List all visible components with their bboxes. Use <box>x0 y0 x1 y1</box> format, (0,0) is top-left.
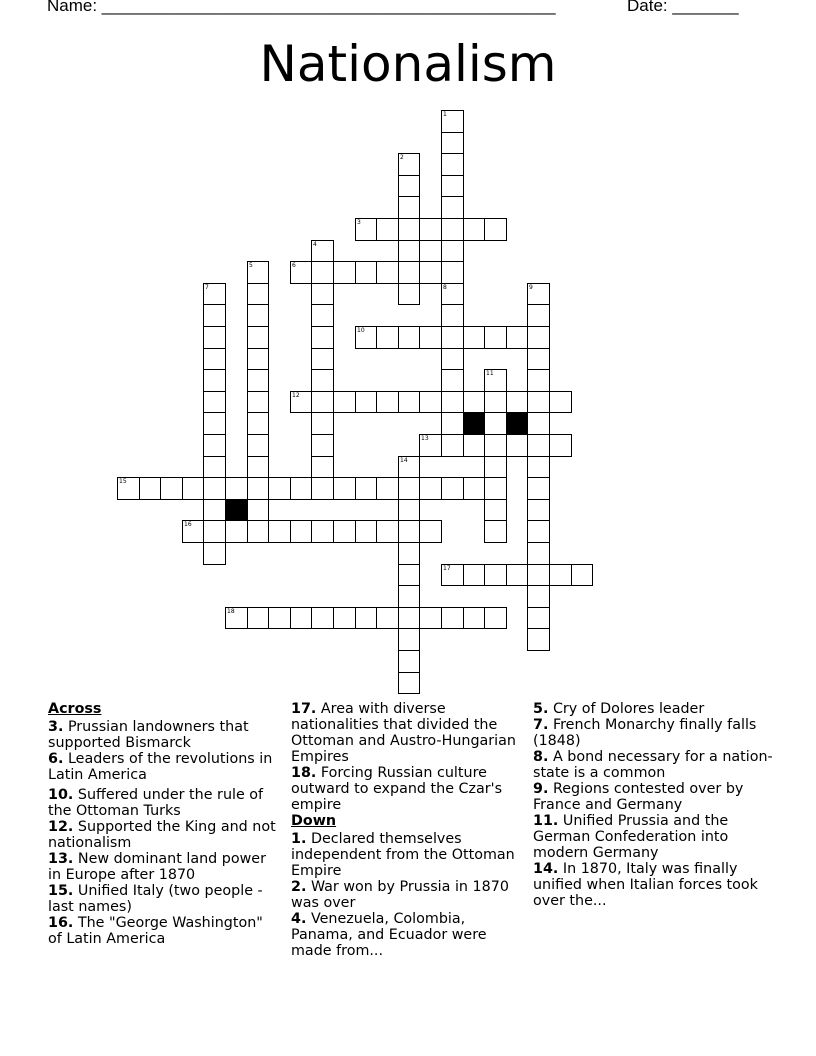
clue-down-1: 1. Declared themselves independent from the Ottoman Empire <box>291 831 515 879</box>
grid-cell[interactable] <box>290 261 312 284</box>
grid-cell[interactable] <box>247 348 269 370</box>
grid-cell[interactable] <box>419 326 442 349</box>
grid-cell[interactable] <box>441 477 464 500</box>
grid-cell[interactable] <box>419 477 442 500</box>
grid-cell[interactable] <box>333 391 356 413</box>
grid-cell[interactable] <box>441 132 464 154</box>
clue-across-12: 12. Supported the King and not nationalism <box>48 819 276 851</box>
clue-number: 7 <box>205 284 209 291</box>
grid-cell[interactable] <box>419 520 442 543</box>
grid-cell[interactable] <box>506 564 528 586</box>
grid-cell[interactable] <box>527 456 550 478</box>
grid-cell[interactable] <box>225 607 248 629</box>
grid-cell[interactable] <box>484 477 507 500</box>
grid-cell[interactable] <box>182 477 204 500</box>
grid-cell[interactable] <box>549 391 572 413</box>
grid-cell[interactable] <box>527 412 550 435</box>
grid-cell[interactable] <box>311 326 334 349</box>
black-square <box>506 412 528 435</box>
grid-cell[interactable] <box>398 650 420 673</box>
grid-cell[interactable] <box>527 542 550 565</box>
grid-cell[interactable] <box>506 434 528 457</box>
grid-cell[interactable] <box>463 607 485 629</box>
grid-cell[interactable] <box>441 326 464 349</box>
grid-cell[interactable] <box>463 477 485 500</box>
grid-cell[interactable] <box>398 628 420 651</box>
grid-cell[interactable] <box>311 283 334 305</box>
grid-cell[interactable] <box>441 412 464 435</box>
grid-cell[interactable] <box>311 412 334 435</box>
grid-cell[interactable] <box>117 477 140 500</box>
grid-cell[interactable] <box>484 412 507 435</box>
grid-cell[interactable] <box>225 520 248 543</box>
grid-cell[interactable] <box>376 326 399 349</box>
grid-cell[interactable] <box>463 326 485 349</box>
grid-cell[interactable] <box>398 520 420 543</box>
grid-cell[interactable] <box>484 607 507 629</box>
date-field[interactable]: Date: _______ <box>627 0 739 15</box>
grid-cell[interactable] <box>484 391 507 413</box>
grid-cell[interactable] <box>268 520 291 543</box>
grid-cell[interactable] <box>441 369 464 392</box>
grid-cell[interactable] <box>463 434 485 457</box>
grid-cell[interactable] <box>290 477 312 500</box>
grid-cell[interactable] <box>398 672 420 694</box>
grid-cell[interactable] <box>247 326 269 349</box>
clues-column-1 <box>48 701 280 947</box>
grid-cell[interactable] <box>484 434 507 457</box>
grid-cell[interactable] <box>333 607 356 629</box>
grid-cell[interactable] <box>484 326 507 349</box>
grid-cell[interactable] <box>333 520 356 543</box>
clue-down-14: 14. In 1870, Italy was finally unified when Italian forces took over the... <box>533 861 758 909</box>
clue-down-8: 8. A bond necessary for a nation-state is a common <box>533 749 773 781</box>
grid-cell[interactable] <box>247 304 269 327</box>
grid-cell[interactable] <box>182 520 204 543</box>
clue-across-10: 10. Suffered under the rule of the Ottoman Turks <box>48 787 264 819</box>
grid-cell[interactable] <box>398 283 420 305</box>
grid-cell[interactable] <box>527 607 550 629</box>
grid-cell[interactable] <box>441 175 464 197</box>
grid-cell[interactable] <box>203 499 226 521</box>
grid-cell[interactable] <box>506 326 528 349</box>
black-square <box>225 499 248 521</box>
grid-cell[interactable] <box>290 391 312 413</box>
grid-cell[interactable] <box>419 607 442 629</box>
clue-number: 2 <box>400 154 404 161</box>
grid-cell[interactable] <box>333 261 356 284</box>
grid-cell[interactable] <box>398 607 420 629</box>
clue-down-9: 9. Regions contested over by France and Germany <box>533 781 744 813</box>
grid-cell[interactable] <box>203 520 226 543</box>
grid-cell[interactable] <box>463 564 485 586</box>
clue-across-3: 3. Prussian landowners that supported Bismarck <box>48 719 249 751</box>
grid-cell[interactable] <box>398 196 420 219</box>
grid-cell[interactable] <box>549 564 572 586</box>
grid-cell[interactable] <box>484 456 507 478</box>
grid-cell[interactable] <box>225 477 248 500</box>
grid-cell[interactable] <box>311 304 334 327</box>
grid-cell[interactable] <box>441 304 464 327</box>
grid-cell[interactable] <box>376 261 399 284</box>
grid-cell[interactable] <box>290 520 312 543</box>
grid-cell[interactable] <box>398 456 420 478</box>
clue-number: 6 <box>292 262 296 269</box>
grid-cell[interactable] <box>139 477 161 500</box>
grid-cell[interactable] <box>441 196 464 219</box>
grid-cell[interactable] <box>247 520 269 543</box>
grid-cell[interactable] <box>527 369 550 392</box>
grid-cell[interactable] <box>311 348 334 370</box>
grid-cell[interactable] <box>441 110 464 133</box>
grid-cell[interactable] <box>268 607 291 629</box>
clue-down-11: 11. Unified Prussia and the German Confederation into modern Germany <box>533 813 729 861</box>
grid-cell[interactable] <box>203 542 226 565</box>
grid-cell[interactable] <box>484 520 507 543</box>
grid-cell[interactable] <box>311 240 334 262</box>
grid-cell[interactable] <box>419 391 442 413</box>
grid-cell[interactable] <box>441 153 464 176</box>
clue-number: 10 <box>357 327 365 334</box>
grid-cell[interactable] <box>203 456 226 478</box>
grid-cell[interactable] <box>549 434 572 457</box>
grid-cell[interactable] <box>441 261 464 284</box>
clue-number: 12 <box>292 392 300 399</box>
grid-cell[interactable] <box>247 499 269 521</box>
grid-cell[interactable] <box>203 477 226 500</box>
grid-cell[interactable] <box>247 607 269 629</box>
grid-cell[interactable] <box>398 175 420 197</box>
grid-cell[interactable] <box>441 348 464 370</box>
clue-down-7: 7. French Monarchy finally falls (1848) <box>533 717 757 749</box>
grid-cell[interactable] <box>484 369 507 392</box>
down-heading: Down <box>291 813 337 829</box>
grid-cell[interactable] <box>355 391 377 413</box>
clues-column-2 <box>291 701 523 959</box>
grid-cell[interactable] <box>398 391 420 413</box>
grid-cell[interactable] <box>527 628 550 651</box>
grid-cell[interactable] <box>247 477 269 500</box>
grid-cell[interactable] <box>247 369 269 392</box>
clue-number: 1 <box>443 111 447 118</box>
grid-cell[interactable] <box>527 326 550 349</box>
grid-cell[interactable] <box>398 218 420 241</box>
clue-across-15: 15. Unified Italy (two people - last names) <box>48 883 263 915</box>
clue-number: 11 <box>486 370 494 377</box>
grid-cell[interactable] <box>247 456 269 478</box>
grid-cell[interactable] <box>527 499 550 521</box>
grid-cell[interactable] <box>398 542 420 565</box>
name-field[interactable]: Name: ________________________________________________ <box>47 0 556 15</box>
grid-cell[interactable] <box>311 607 334 629</box>
grid-cell[interactable] <box>463 218 485 241</box>
grid-cell[interactable] <box>419 434 442 457</box>
grid-cell[interactable] <box>247 261 269 284</box>
grid-cell[interactable] <box>441 283 464 305</box>
clue-down-4: 4. Venezuela, Colombia, Panama, and Ecuador were made from... <box>291 911 487 959</box>
grid-cell[interactable] <box>203 391 226 413</box>
grid-cell[interactable] <box>376 477 399 500</box>
grid-cell[interactable] <box>484 499 507 521</box>
grid-cell[interactable] <box>355 607 377 629</box>
grid-cell[interactable] <box>527 283 550 305</box>
grid-cell[interactable] <box>376 520 399 543</box>
across-heading: Across <box>48 701 102 717</box>
grid-cell[interactable] <box>311 391 334 413</box>
grid-cell[interactable] <box>247 283 269 305</box>
grid-cell[interactable] <box>247 434 269 457</box>
grid-cell[interactable] <box>311 434 334 457</box>
grid-cell[interactable] <box>398 240 420 262</box>
clue-number: 15 <box>119 478 127 485</box>
clue-number: 5 <box>249 262 253 269</box>
clue-across-16: 16. The "George Washington" of Latin America <box>48 915 263 947</box>
grid-cell[interactable] <box>441 564 464 586</box>
clue-number: 4 <box>313 241 317 248</box>
grid-cell[interactable] <box>398 477 420 500</box>
grid-cell[interactable] <box>527 348 550 370</box>
clue-across-13: 13. New dominant land power in Europe after 1870 <box>48 851 266 883</box>
grid-cell[interactable] <box>311 369 334 392</box>
clue-number: 9 <box>529 284 533 291</box>
grid-cell[interactable] <box>398 153 420 176</box>
grid-cell[interactable] <box>203 348 226 370</box>
grid-cell[interactable] <box>203 412 226 435</box>
grid-cell[interactable] <box>355 520 377 543</box>
grid-cell[interactable] <box>311 477 334 500</box>
grid-cell[interactable] <box>527 520 550 543</box>
clue-down-5: 5. Cry of Dolores leader <box>533 701 705 717</box>
grid-cell[interactable] <box>247 412 269 435</box>
page-title: Nationalism <box>259 35 557 93</box>
clue-number: 17 <box>443 565 451 572</box>
grid-cell[interactable] <box>527 477 550 500</box>
grid-cell[interactable] <box>419 261 442 284</box>
grid-cell[interactable] <box>333 477 356 500</box>
grid-cell[interactable] <box>311 456 334 478</box>
grid-cell[interactable] <box>398 261 420 284</box>
grid-cell[interactable] <box>355 477 377 500</box>
clue-number: 16 <box>184 521 192 528</box>
grid-cell[interactable] <box>376 607 399 629</box>
grid-cell[interactable] <box>398 499 420 521</box>
grid-cell[interactable] <box>311 261 334 284</box>
grid-cell[interactable] <box>441 607 464 629</box>
grid-cell[interactable] <box>376 218 399 241</box>
grid-cell[interactable] <box>160 477 183 500</box>
grid-cell[interactable] <box>484 564 507 586</box>
grid-cell[interactable] <box>398 585 420 608</box>
grid-cell[interactable] <box>506 391 528 413</box>
clues-column-3 <box>533 701 773 909</box>
grid-cell[interactable] <box>419 218 442 241</box>
clue-number: 14 <box>400 457 408 464</box>
grid-cell[interactable] <box>203 283 226 305</box>
grid-cell[interactable] <box>355 326 377 349</box>
grid-cell[interactable] <box>268 477 291 500</box>
grid-cell[interactable] <box>203 434 226 457</box>
grid-cell[interactable] <box>527 434 550 457</box>
grid-cell[interactable] <box>203 369 226 392</box>
grid-cell[interactable] <box>527 391 550 413</box>
grid-cell[interactable] <box>290 607 312 629</box>
clue-across-18: 18. Forcing Russian culture outward to expand the Czar's empire <box>291 765 503 813</box>
grid-cell[interactable] <box>203 304 226 327</box>
clue-number: 13 <box>421 435 429 442</box>
clue-number: 3 <box>357 219 361 226</box>
clue-number: 18 <box>227 608 235 615</box>
grid-cell[interactable] <box>441 391 464 413</box>
grid-cell[interactable] <box>247 391 269 413</box>
grid-cell[interactable] <box>441 218 464 241</box>
black-square <box>463 412 485 435</box>
grid-cell[interactable] <box>484 218 507 241</box>
grid-cell[interactable] <box>463 391 485 413</box>
grid-cell[interactable] <box>311 520 334 543</box>
grid-cell[interactable] <box>527 564 550 586</box>
grid-cell[interactable] <box>398 326 420 349</box>
grid-cell[interactable] <box>355 261 377 284</box>
grid-cell[interactable] <box>571 564 593 586</box>
grid-cell[interactable] <box>398 564 420 586</box>
clue-across-17: 17. Area with diverse nationalities that divided the Ottoman and Austro-Hungarian Empires <box>291 701 516 765</box>
grid-cell[interactable] <box>376 391 399 413</box>
grid-cell[interactable] <box>527 585 550 608</box>
grid-cell[interactable] <box>203 326 226 349</box>
clue-down-2: 2. War won by Prussia in 1870 was over <box>291 879 509 911</box>
grid-cell[interactable] <box>441 240 464 262</box>
grid-cell[interactable] <box>441 434 464 457</box>
grid-cell[interactable] <box>355 218 377 241</box>
clue-number: 8 <box>443 284 447 291</box>
grid-cell[interactable] <box>527 304 550 327</box>
clue-across-6: 6. Leaders of the revolutions in Latin America <box>48 751 273 783</box>
